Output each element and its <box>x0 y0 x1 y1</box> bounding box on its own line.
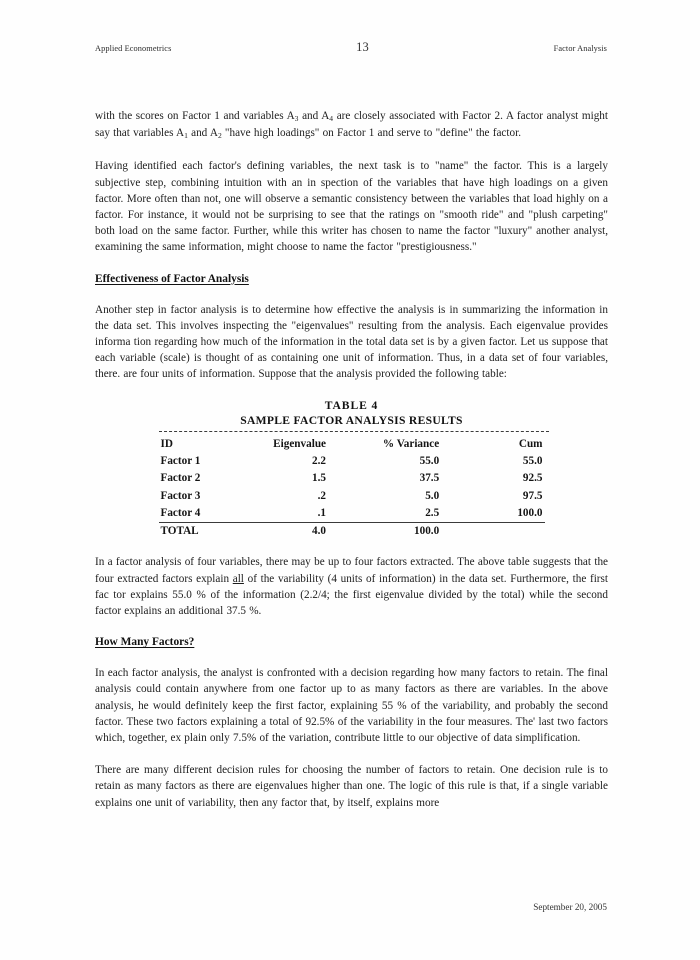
cell-variance: 2.5 <box>362 505 479 523</box>
cell-variance: 55.0 <box>419 454 440 467</box>
paragraph-1-part-a: with the scores on Factor 1 and variables A <box>95 110 295 122</box>
cell-id: Factor 1 <box>160 454 201 467</box>
column-header-id: ID <box>160 437 173 450</box>
table-title-line-1: TABLE 4 <box>324 398 379 412</box>
cell-eigenvalue: 1.5 <box>312 472 327 485</box>
table-row <box>159 453 545 470</box>
cell-variance: 5.0 <box>425 489 440 502</box>
paragraph-2: Having identified each factor's defining variables, the next task is to "name" the factor. This is a largely subjective step, combining intuition with an in spection of the variables that have high loadings on a given factor. More often than not, one will observe a semantic consistency between the variables that load highly on a factor. For instance, it would not be surprising to see that the ratings on "smooth ride" and "plush carpeting" both load on the same factor. Further, while this writer has chosen to name the factor "luxury" another analyst, examining the same information, might choose to name the factor "prestigiousness." <box>95 160 608 254</box>
paragraph-1-part-d: and A <box>187 127 218 140</box>
footer-date: September 20, 2005 <box>533 902 607 912</box>
paragraph-4-emphasis-all: all <box>232 572 244 585</box>
running-head-right: Factor Analysis <box>553 44 607 53</box>
factor-analysis-results-table <box>159 434 545 541</box>
subscript-a1: 1 <box>184 131 188 141</box>
table-4-block <box>95 398 608 541</box>
heading-how-many-factors: How Many Factors? <box>95 636 195 649</box>
paragraph-1-part-e: "have high loadings" on Factor 1 and serve to "define" the factor. <box>221 127 521 140</box>
cell-eigenvalue: .1 <box>250 505 362 523</box>
paragraph-5: In each factor analysis, the analyst is confronted with a decision regarding how many factors to retain. The final analysis could contain anywhere from one factor up to as many factors as there are variables. In the above analysis, he would definitely keep the first factor, explaining 55 % of the variability, and probably the second factor. These two factors explaining a total of 92.5% of the variability in the four measures. The' last two factors which, together, ex plain only 7.5% of the variation, contribute little to our objective of data simplification. <box>95 667 608 745</box>
cell-id: Factor 4 <box>159 505 251 523</box>
document-body <box>95 108 608 827</box>
cell-eigenvalue: .2 <box>317 489 327 502</box>
paragraph-1-part-c: are closely associated with Factor 2. A factor analyst might say that variables A <box>95 110 608 140</box>
subscript-a4: 4 <box>329 114 334 124</box>
paragraph-1 <box>95 108 608 142</box>
table-head <box>159 434 545 453</box>
cell-id: Factor 2 <box>160 472 201 485</box>
table-title <box>95 398 608 429</box>
column-header-eigenvalue: Eigenvalue <box>273 437 327 450</box>
cell-total-eigenvalue: 4.0 <box>312 525 327 538</box>
paragraph-4-part-b: of the variability (4 units of information) in the data set. Furthermore, the first fac tor explains 55.0 % of the information (2.2/4; the first eigenvalue divided by the total) while the second factor explains an additional 37.5 %. <box>95 572 608 618</box>
column-header-cum: Cum <box>518 437 543 450</box>
table-body <box>159 453 545 540</box>
cell-total-label: TOTAL <box>160 525 199 538</box>
cell-variance: 37.5 <box>419 472 440 485</box>
table-header-row <box>159 434 545 453</box>
cell-cum: 55.0 <box>522 454 543 467</box>
paragraph-1-part-b: and A <box>298 110 330 122</box>
subscript-a2: 2 <box>217 131 222 141</box>
cell-eigenvalue: 2.2 <box>312 454 327 467</box>
cell-total-variance: 100.0 <box>414 525 440 538</box>
cell-id: Factor 3 <box>160 489 201 502</box>
heading-effectiveness-of-factor-analysis: Effectiveness of Factor Analysis <box>95 272 249 285</box>
paragraph-4-part-a: In a factor analysis of four variables, there may be up to four factors extracted. The above table suggests that the four extracted factors explain <box>95 556 608 585</box>
cell-cum: 100.0 <box>479 505 544 523</box>
cell-cum: 97.5 <box>522 489 543 502</box>
table-top-rule <box>159 431 549 432</box>
paragraph-4 <box>95 554 608 619</box>
column-header-variance: % Variance <box>382 437 440 450</box>
table-total-row <box>159 523 545 541</box>
table-row <box>159 488 545 505</box>
paragraph-6: There are many different decision rules for choosing the number of factors to retain. One decision rule is to retain as many factors as there are eigenvalues higher than one. The logic of this rule is that, if a single variable explains one unit of variability, then any factor that, by itself, explains more <box>95 764 608 809</box>
cell-total-cum <box>479 523 544 541</box>
subscript-a3: 3 <box>294 114 299 124</box>
running-head <box>95 40 607 55</box>
table-wrapper <box>155 431 549 541</box>
table-row <box>159 470 545 487</box>
cell-cum: 92.5 <box>522 472 543 485</box>
table-row <box>159 505 545 523</box>
paragraph-3: Another step in factor analysis is to determine how effective the analysis is in summarizing the information in the data set. This involves inspecting the "eigenvalues" resulting from the analysis. Each eigenvalue provides informa tion regarding how much of the information in the total data set is by a given factor. Let us suppose that each variable (scale) is thought of as containing one unit of information. Thus, in a data set of four variables, there. are four units of information. Suppose that the analysis provided the following table: <box>95 303 608 381</box>
table-title-line-2: SAMPLE FACTOR ANALYSIS RESULTS <box>240 414 463 428</box>
page-number: 13 <box>356 40 369 54</box>
running-head-left: Applied Econometrics <box>95 44 172 53</box>
